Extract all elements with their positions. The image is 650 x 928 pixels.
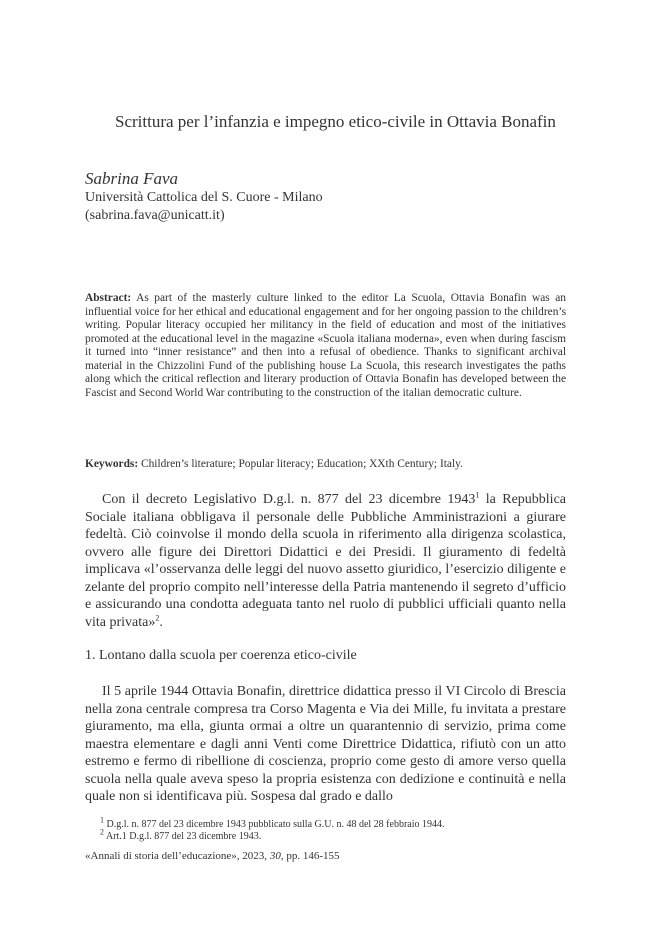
footnote-1 (100, 815, 445, 831)
author-affiliation: Università Cattolica del S. Cuore - Milano (85, 190, 323, 205)
footnote-2 (100, 827, 445, 843)
body-paragraph-2: Il 5 aprile 1944 Ottavia Bonafin, direttrice didattica presso il VI Circolo di Brescia nella zona centrale compresa tra Corso Magenta e Via dei Mille, fu invitata a prestare giuramento, ma ella, giunta ormai a oltre un quarantennio di servizio, prima come maestra elementare e dagli anni Venti come Direttrice Didattica, rifiutò con un atto estremo e fermo di ribellione di coscienza, proprio come gesto di amore verso quella scuola nella quale aveva speso la propria esistenza con dedizione e continuità e nella quale non si identificava più. Sospesa dal grado e dallo (85, 684, 566, 804)
footnote-text: D.g.l. n. 877 del 23 dicembre 1943 pubblicato sulla G.U. n. 48 del 28 febbraio 1944. (106, 819, 445, 830)
paragraph-text: . (159, 614, 163, 630)
footnote-ref-2: 2 (155, 612, 160, 622)
abstract (85, 292, 566, 400)
paragraph-text: la Repubblica Sociale italiana obbligava il personale delle Pubbliche Amministrazioni a giurare fedeltà. Ciò coinvolse il mondo della scuola in riferimento alla dirigenza scolastica, ovvero alle figure dei Direttori Didattici e dei Presidi. Il giuramento di fedeltà implicava «l’osservanza delle leggi del nuovo assetto giuridico, l’esercizio diligente e zelante del proprio compito nell’interesse della Patria mantenendo il segreto d’ufficio e assicurando una condotta adeguata tanto nel ruolo di pubblici ufficiali quanto nella vita privata» (85, 492, 566, 630)
author-name: Sabrina Fava (85, 169, 179, 188)
journal-footer (85, 850, 339, 862)
keywords-label: Keywords: (85, 458, 139, 470)
footnote-text: Art.1 D.g.l. 877 del 23 dicembre 1943. (105, 831, 262, 842)
abstract-label: Abstract: (85, 292, 132, 304)
section-heading: 1. Lontano dalla scuola per coerenza etico-civile (85, 648, 357, 663)
journal-citation: «Annali di storia dell’educazione», 2023, (85, 850, 270, 862)
footnote-number: 1 (100, 815, 104, 825)
journal-pages: , pp. 146-155 (280, 850, 340, 862)
paragraph-text: Con il decreto Legislativo D.g.l. n. 877 del 23 dicembre 1943 (102, 492, 476, 507)
journal-volume: 30 (269, 850, 281, 862)
footnotes (100, 815, 445, 843)
abstract-text: As part of the masterly culture linked to the editor La Scuola, Ottavia Bonafin was an influential voice for her ethical and educational engagement and for her ongoing passion to the children’s writing. Popular literacy occupied her militancy in the field of education and most of the initiatives promoted at the educational level in the magazine «Scuola italiana moderna», even when during fascism it turned into “inner resistance” and then into a refusal of obedience. Thanks to significant archival material in the Chizzolini Fund of the publishing house La Scuola, this research investigates the paths along which the critical reflection and literary production of Ottavia Bonafin has developed between the Fascist and Second World War contributing to the construction of the italian democratic culture. (85, 292, 567, 399)
keywords-text: Children’s literature; Popular literacy; Education; XXth Century; Italy. (141, 458, 463, 470)
author-email: (sabrina.fava@unicatt.it) (85, 208, 225, 223)
footnote-ref-1: 1 (475, 490, 480, 500)
body-paragraph-1 (85, 491, 566, 631)
footnote-number: 2 (100, 827, 104, 837)
keywords (85, 458, 566, 472)
article-title: Scrittura per l’infanzia e impegno etico-civile in Ottavia Bonafin (115, 112, 556, 131)
